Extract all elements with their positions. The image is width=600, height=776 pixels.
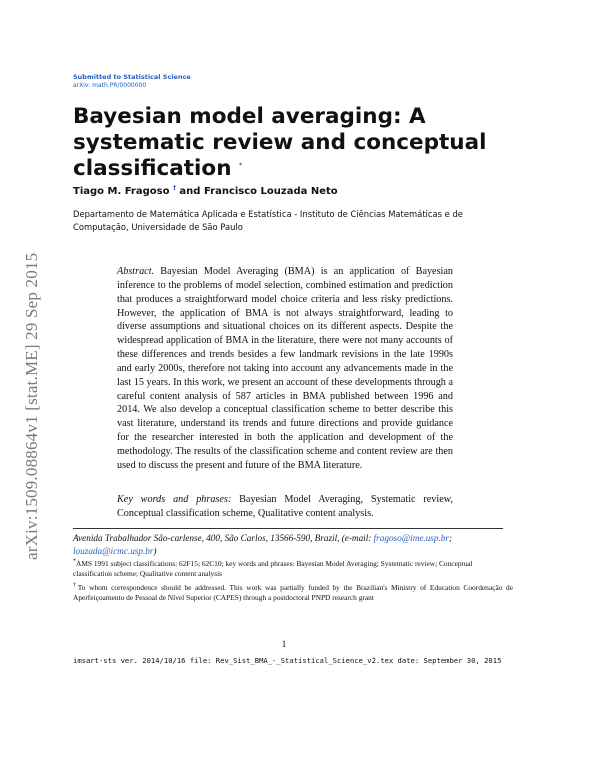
- author-address: [73, 532, 513, 557]
- latex-footer: imsart-sts ver. 2014/10/16 file: Rev_Sist_BMA_-_Statistical_Science_v2.tex date: September 30, 2015: [73, 656, 502, 665]
- keywords: [117, 493, 453, 521]
- footnote-ams-text: AMS 1991 subject classifications: 62F15; 62C10; key words and phrases: Bayesian Model Averaging; Systematic review; Conceptual classification scheme; Qualitative content analysis: [73, 559, 473, 578]
- journal-header[interactable]: Submitted to Statistical Science: [73, 73, 191, 81]
- keywords-label: Key words and phrases:: [117, 494, 232, 505]
- footnote-divider: [73, 528, 503, 529]
- page-number: 1: [281, 640, 287, 650]
- email-link-1[interactable]: fragoso@ime.usp.br: [373, 533, 449, 543]
- author-1: Tiago M. Fragoso: [73, 186, 170, 197]
- address-text: Avenida Trabalhador São-carlense, 400, São Carlos, 13566-590, Brazil, (e-mail:: [73, 533, 372, 543]
- affiliation: Departamento de Matemática Aplicada e Estatística - Instituto de Ciências Matemáticas e de Computação, Universidade de São Paulo: [73, 209, 463, 232]
- address-close: ): [153, 545, 157, 556]
- keywords-text: Bayesian Model Averaging, Systematic review, Conceptual classification scheme, Qualitative content analysis.: [117, 494, 453, 519]
- email-link-2[interactable]: louzada@icmc.usp.br: [73, 545, 154, 556]
- author-2: Francisco Louzada Neto: [203, 186, 338, 197]
- title-footnote-marker[interactable]: *: [239, 161, 243, 169]
- author-footnote-marker[interactable]: †: [172, 184, 176, 192]
- abstract-text: Bayesian Model Averaging (BMA) is an application of Bayesian inference to the problems of model selection, combined estimation and prediction that produces a straightforward model choice criteria and less risky predictions. However, the application of BMA is not always straightforward, leading to diverse assumptions and situational choices on its different aspects. Despite the widespread application of BMA in the literature, there were not many accounts of these differences and trends besides a few landmark revisions in the late 1990s and early 2000s, therefore not taking into account any advancements made in the last 15 years. In this work, we present an account of these developments through a careful content analysis of 587 articles in BMA published between 1996 and 2014. We also develop a conceptual classification scheme to better describe this vast literature, understand its trends and future directions and provide guidance for the researcher interested in both the application and development of the methodology. The results of the classification scheme and content review are then used to discuss the present and future of the BMA literature.: [117, 266, 453, 471]
- arxiv-header-line[interactable]: arXiv: math.PR/0000000: [73, 82, 147, 89]
- footnote-correspondence-marker: †: [73, 582, 78, 589]
- footnote-ams-marker: *: [73, 558, 76, 565]
- footnote-ams: [73, 559, 513, 579]
- paper-title: [73, 104, 493, 182]
- abstract: [117, 265, 453, 473]
- author-separator: and: [175, 186, 204, 197]
- abstract-label: Abstract.: [117, 266, 155, 277]
- footnote-correspondence-text: To whom correspondence should be addressed. This work was partially funded by the Brazilian's Ministry of Education Coordenação de Aperfeiçoamento de Pessoal de Nível Superior (CAPES) through a postdoctoral PNPD research grant: [73, 583, 513, 602]
- email-separator: ;: [448, 533, 453, 543]
- title-text: Bayesian model averaging: A systematic review and conceptual classification: [73, 104, 487, 181]
- arxiv-sidebar-stamp: arXiv:1509.08864v1 [stat.ME] 29 Sep 2015: [22, 252, 41, 560]
- footnote-correspondence: [73, 583, 513, 603]
- author-list: [73, 186, 338, 197]
